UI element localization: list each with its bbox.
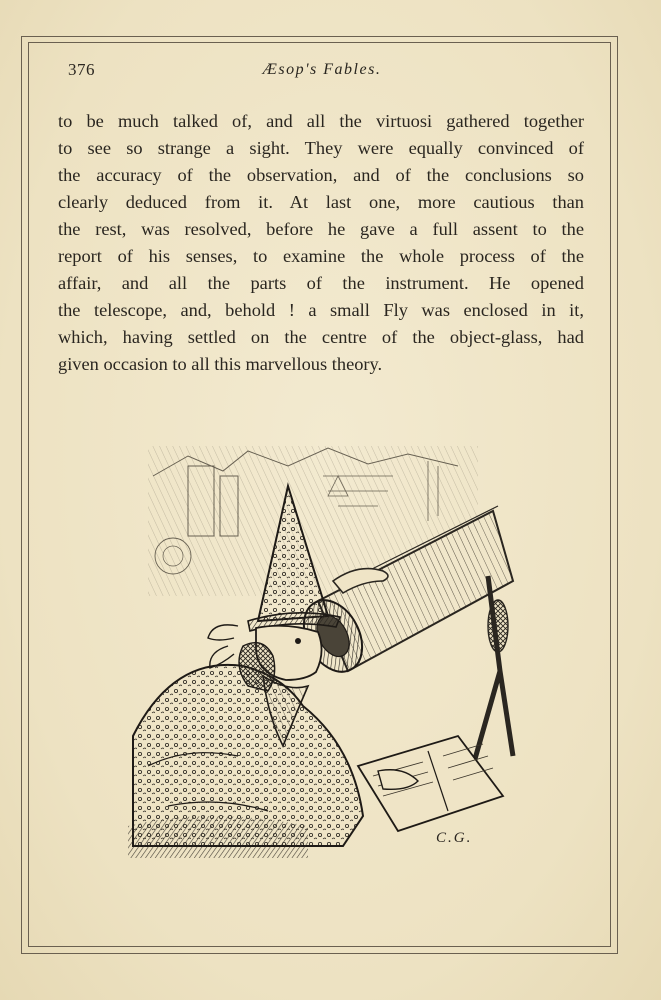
- shadow-shading: [128, 816, 308, 858]
- open-book: [358, 736, 503, 831]
- page-header: [58, 58, 586, 84]
- body-text: [58, 108, 584, 378]
- robed-body: [133, 643, 363, 846]
- engraving-drawing: [128, 436, 516, 858]
- text-line: to see so strange a sight. They were equally convinced of: [58, 138, 584, 158]
- text-line: given occasion to all this marvellous theory.: [58, 354, 383, 374]
- text-line: affair, and all the parts of the instrument. He opened: [58, 273, 584, 293]
- page-number: 376: [68, 60, 95, 79]
- text-line: the rest, was resolved, before he gave a full assent to the: [58, 219, 584, 239]
- engraving-astronomer-telescope: [128, 436, 516, 858]
- text-line: report of his senses, to examine the whole process of the: [58, 246, 584, 266]
- artist-signature: C.G.: [436, 830, 473, 846]
- text-line: to be much talked of, and all the virtuosi gathered together: [58, 111, 584, 131]
- text-line: which, having settled on the centre of the object-glass, had: [58, 327, 584, 347]
- text-line: the telescope, and, behold ! a small Fly was enclosed in it,: [58, 300, 584, 320]
- running-head: Æsop's Fables.: [262, 61, 382, 78]
- text-line: clearly deduced from it. At last one, more cautious than: [58, 192, 584, 212]
- text-line: the accuracy of the observation, and of the conclusions so: [58, 165, 584, 185]
